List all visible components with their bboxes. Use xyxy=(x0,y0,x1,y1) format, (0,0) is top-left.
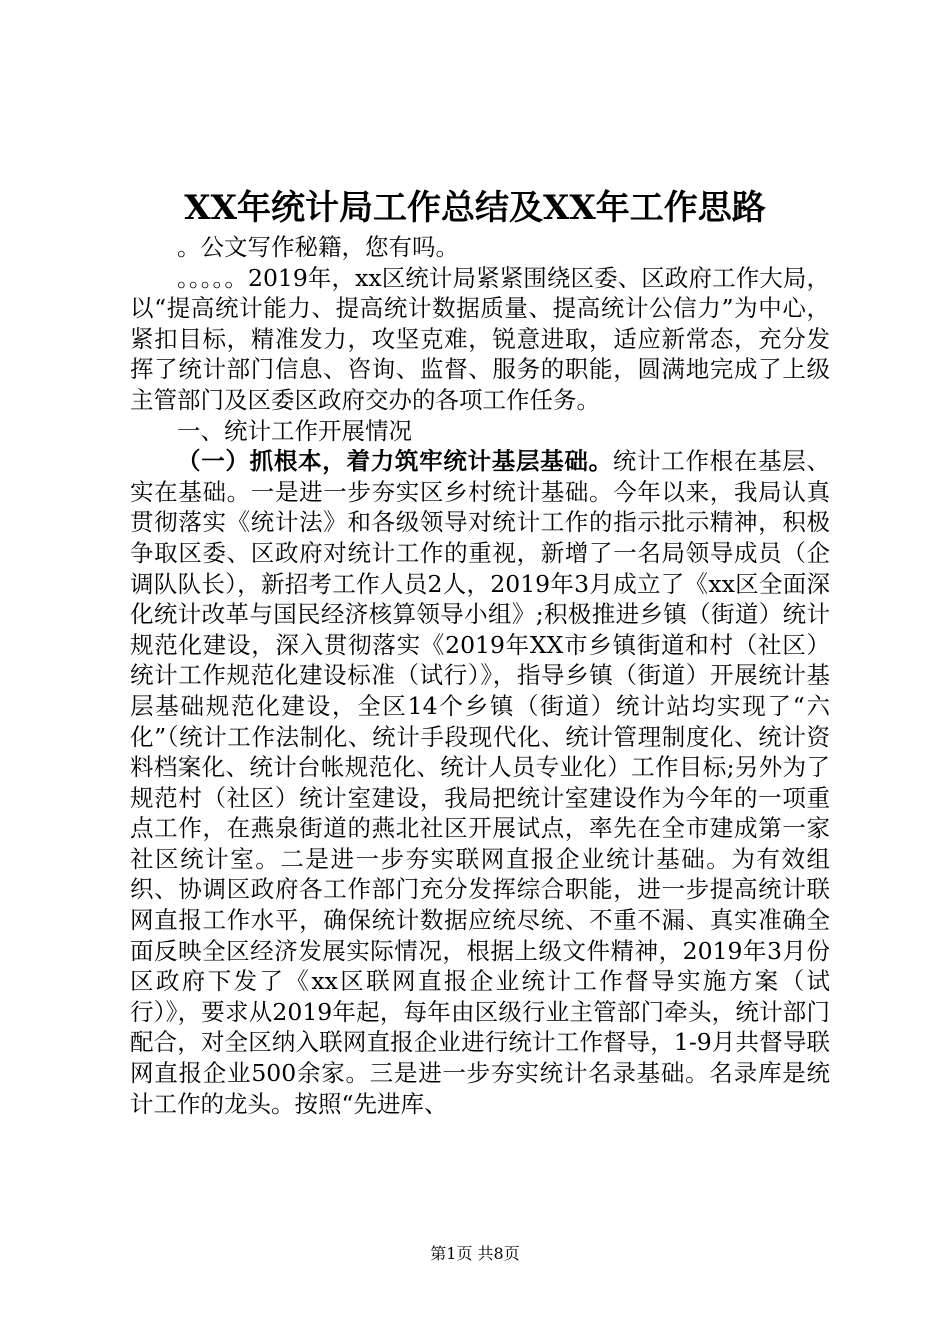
paragraph-1: 。。。。。2019年，xx区统计局紧紧围绕区委、区政府工作大局，以“提高统计能力、提高统计数据质量、提高统计公信力”为中心，紧扣目标，精准发力，攻坚克难，锐意进取，适应新常态，充分发挥了统计部门信息、咨询、监督、服务的职能，圆满地完成了上级主管部门及区委区政府交办的各项工作任务。 xyxy=(130,263,830,414)
intro-line: 。公文写作秘籍，您有吗。 xyxy=(177,233,459,261)
document-title: XX年统计局工作总结及XX年工作思路 xyxy=(184,188,766,228)
subsection-1-text: 统计工作根在基层、实在基础。一是进一步夯实区乡村统计基础。今年以来，我局认真贯彻落实《统计法》和各级领导对统计工作的指示批示精神，积极争取区委、区政府对统计工作的重视，新增了一名局领导成员（企调队队长），新招考工作人员2人，2019年3月成立了《xx区全面深化统计改革与国民经济核算领导小组》;积极推进乡镇（街道）统计规范化建设，深入贯彻落实《2019年XX市乡镇街道和村（社区）统计工作规范化建设标准（试行）》，指导乡镇（街道）开展统计基层基础规范化建设，全区14个乡镇（街道）统计站均实现了“六化”（统计工作法制化、统计手段现代化、统计管理制度化、统计资料档案化、统计台帐规范化、统计人员专业化）工作目标;另外为了规范村（社区）统计室建设，我局把统计室建设作为今年的一项重点工作，在燕泉街道的燕北社区开展试点，率先在全市建成第一家社区统计室。二是进一步夯实联网直报企业统计基础。为有效组织、协调区政府各工作部门充分发挥综合职能，进一步提高统计联网直报工作水平，确保统计数据应统尽统、不重不漏、真实准确全面反映全区经济发展实际情况，根据上级文件精神，2019年3月份区政府下发了《xx区联网直报企业统计工作督导实施方案（试行）》，要求从2019年起，每年由区级行业主管部门牵头，统计部门配合，对全区纳入联网直报企业进行统计工作督导，1-9月共督导联网直报企业500余家。三是进一步夯实统计名录基础。名录库是统计工作的龙头。按照“先进库、 xyxy=(130,447,831,1118)
subsection-1 xyxy=(130,446,830,1119)
page-footer: 第1页 共8页 xyxy=(430,1244,520,1263)
section-heading-1: 一、统计工作开展情况 xyxy=(177,416,412,445)
subsection-1-lead: （一）抓根本，着力筑牢统计基层基础。 xyxy=(177,447,613,476)
document-body xyxy=(130,232,830,1119)
